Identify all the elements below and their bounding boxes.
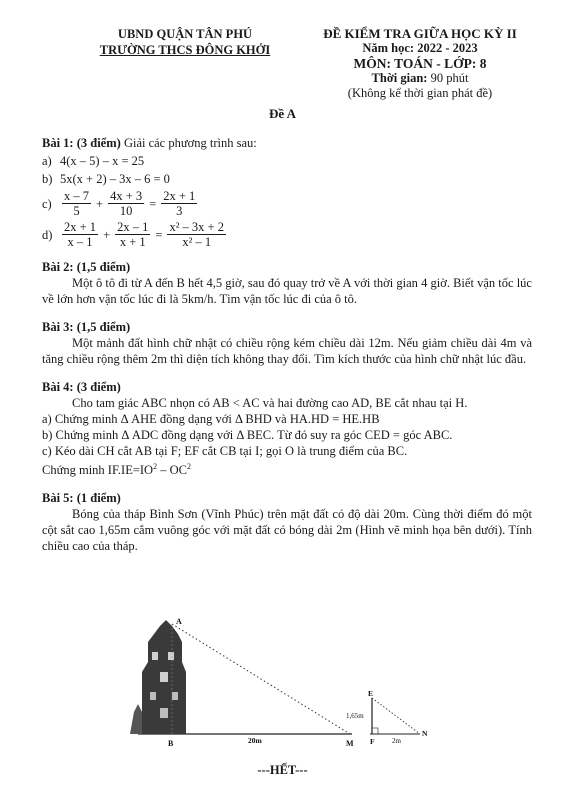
equation-a-label: a) xyxy=(42,154,52,168)
time-note: (Không kể thời gian phát đề) xyxy=(347,86,493,100)
operator: + xyxy=(103,227,111,242)
time-line xyxy=(300,71,540,86)
question-4-title: Bài 4: (3 điểm) xyxy=(42,380,121,394)
label-N: N xyxy=(422,729,428,738)
superscript: 2 xyxy=(186,462,191,471)
numerator: 4x + 3 xyxy=(110,189,143,203)
question-3-text: Một mảnh đất hình chữ nhật có chiều rộng kém chiều dài 12m. Nếu giảm chiều dài 4m và tăng chiều rộng thêm 2m thì diện tích không thay đổi. Tìm kích thước của hình chữ nhật lúc đầu. xyxy=(42,336,532,366)
operator: = xyxy=(149,196,157,211)
equation-a-text: 4(x – 5) – x = 25 xyxy=(60,154,145,168)
fraction xyxy=(167,220,226,249)
question-4-part-b: b) Chứng minh Δ ADC đồng dạng với Δ BEC. Từ đó suy ra góc CED = góc ABC. xyxy=(42,428,453,442)
district-name: UBND QUẬN TÂN PHÚ xyxy=(117,27,253,41)
numerator: x – 7 xyxy=(64,189,89,203)
sun-ray-tower xyxy=(172,624,350,734)
denominator: x + 1 xyxy=(119,235,146,249)
denominator: 3 xyxy=(176,204,183,218)
length-EF: 1,65m xyxy=(346,712,364,720)
exam-title: ĐỀ KIỂM TRA GIỮA HỌC KỲ II xyxy=(323,26,517,41)
length-FN: 2m xyxy=(392,737,401,745)
subject-line: MÔN: TOÁN - LỚP: 8 xyxy=(353,56,487,71)
label-M: M xyxy=(346,739,354,748)
proof-mid: – OC xyxy=(157,463,187,478)
exam-code: Đề A xyxy=(268,106,297,121)
fraction xyxy=(115,220,150,249)
question-2-text: Một ô tô đi từ A đến B hết 4,5 giờ, sau đó quay trở về A với thời gian 4 giờ. Biết vận tốc lúc về lớn hơn vận tốc lúc đi là 5km/h. Tìm vận tốc lúc đi của ô tô. xyxy=(42,276,532,306)
question-2-title: Bài 2: (1,5 điểm) xyxy=(42,260,131,274)
label-A: A xyxy=(176,617,182,626)
question-5-text: Bóng của tháp Bình Sơn (Vĩnh Phúc) trên mặt đất có độ dài 20m. Cùng thời điểm đó một cột sắt cao 1,65m cắm vuông góc với mặt đất có bóng dài 2m (Hình vẽ minh họa bên dưới). Tính chiều cao của tháp. xyxy=(42,507,532,554)
denominator: 10 xyxy=(119,204,133,218)
time-label: Thời gian: xyxy=(371,71,428,85)
numerator: 2x – 1 xyxy=(117,220,149,234)
equation-c-label: c) xyxy=(42,196,52,211)
fraction xyxy=(62,189,91,218)
fraction xyxy=(62,220,98,249)
equation-b-text: 5x(x + 2) – 3x – 6 = 0 xyxy=(60,172,170,186)
time-value: 90 phút xyxy=(430,71,469,85)
question-1-title: Bài 1: (3 điểm) xyxy=(42,136,121,150)
right-angle-mark xyxy=(372,728,378,734)
denominator: 5 xyxy=(73,204,80,218)
equation-b xyxy=(42,171,532,187)
header-left xyxy=(80,26,290,58)
question-4-part-c: c) Kéo dài CH cắt AB tại F; EF cắt CB tại I; gọi O là trung điểm của BC. xyxy=(42,444,408,458)
numerator: x² – 3x + 2 xyxy=(169,220,224,234)
school-name: TRƯỜNG THCS ĐÔNG KHỞI xyxy=(99,43,271,57)
question-3-title: Bài 3: (1,5 điểm) xyxy=(42,320,131,334)
superscript: 2 xyxy=(153,462,158,471)
tower-shadow-figure xyxy=(120,612,440,752)
label-B: B xyxy=(168,739,174,748)
question-4-part-c-proof xyxy=(42,459,532,478)
equation-d-label: d) xyxy=(42,227,53,242)
question-1 xyxy=(42,135,532,151)
operator: + xyxy=(96,196,104,211)
fraction xyxy=(108,189,144,218)
equation-d xyxy=(42,220,532,249)
school-year: Năm học: 2022 - 2023 xyxy=(362,41,478,55)
equation-a xyxy=(42,153,532,169)
exam-body xyxy=(42,135,532,554)
question-4-part-a: a) Chứng minh Δ AHE đồng dạng với Δ BHD và HA.HD = HE.HB xyxy=(42,412,380,426)
label-E: E xyxy=(368,689,374,698)
denominator: x² – 1 xyxy=(182,235,212,249)
fraction xyxy=(161,189,197,218)
header-right xyxy=(300,26,540,101)
question-5-title: Bài 5: (1 điểm) xyxy=(42,491,121,506)
label-F: F xyxy=(370,737,375,746)
question-1-text: Giải các phương trình sau: xyxy=(123,136,257,150)
numerator: 2x + 1 xyxy=(163,189,196,203)
proof-prefix: Chứng minh IF.IE=IO xyxy=(42,463,154,478)
question-4-text: Cho tam giác ABC nhọn có AB < AC và hai đường cao AD, BE cắt nhau tại H. xyxy=(72,396,468,410)
tower-image xyxy=(130,620,186,734)
equation-c xyxy=(42,189,532,218)
end-marker: ---HẾT--- xyxy=(257,763,308,777)
equation-b-label: b) xyxy=(42,172,53,186)
numerator: 2x + 1 xyxy=(64,220,97,234)
operator: = xyxy=(155,227,163,242)
length-BM: 20m xyxy=(248,736,262,745)
denominator: x – 1 xyxy=(67,235,93,249)
sun-ray-pole xyxy=(372,698,420,734)
